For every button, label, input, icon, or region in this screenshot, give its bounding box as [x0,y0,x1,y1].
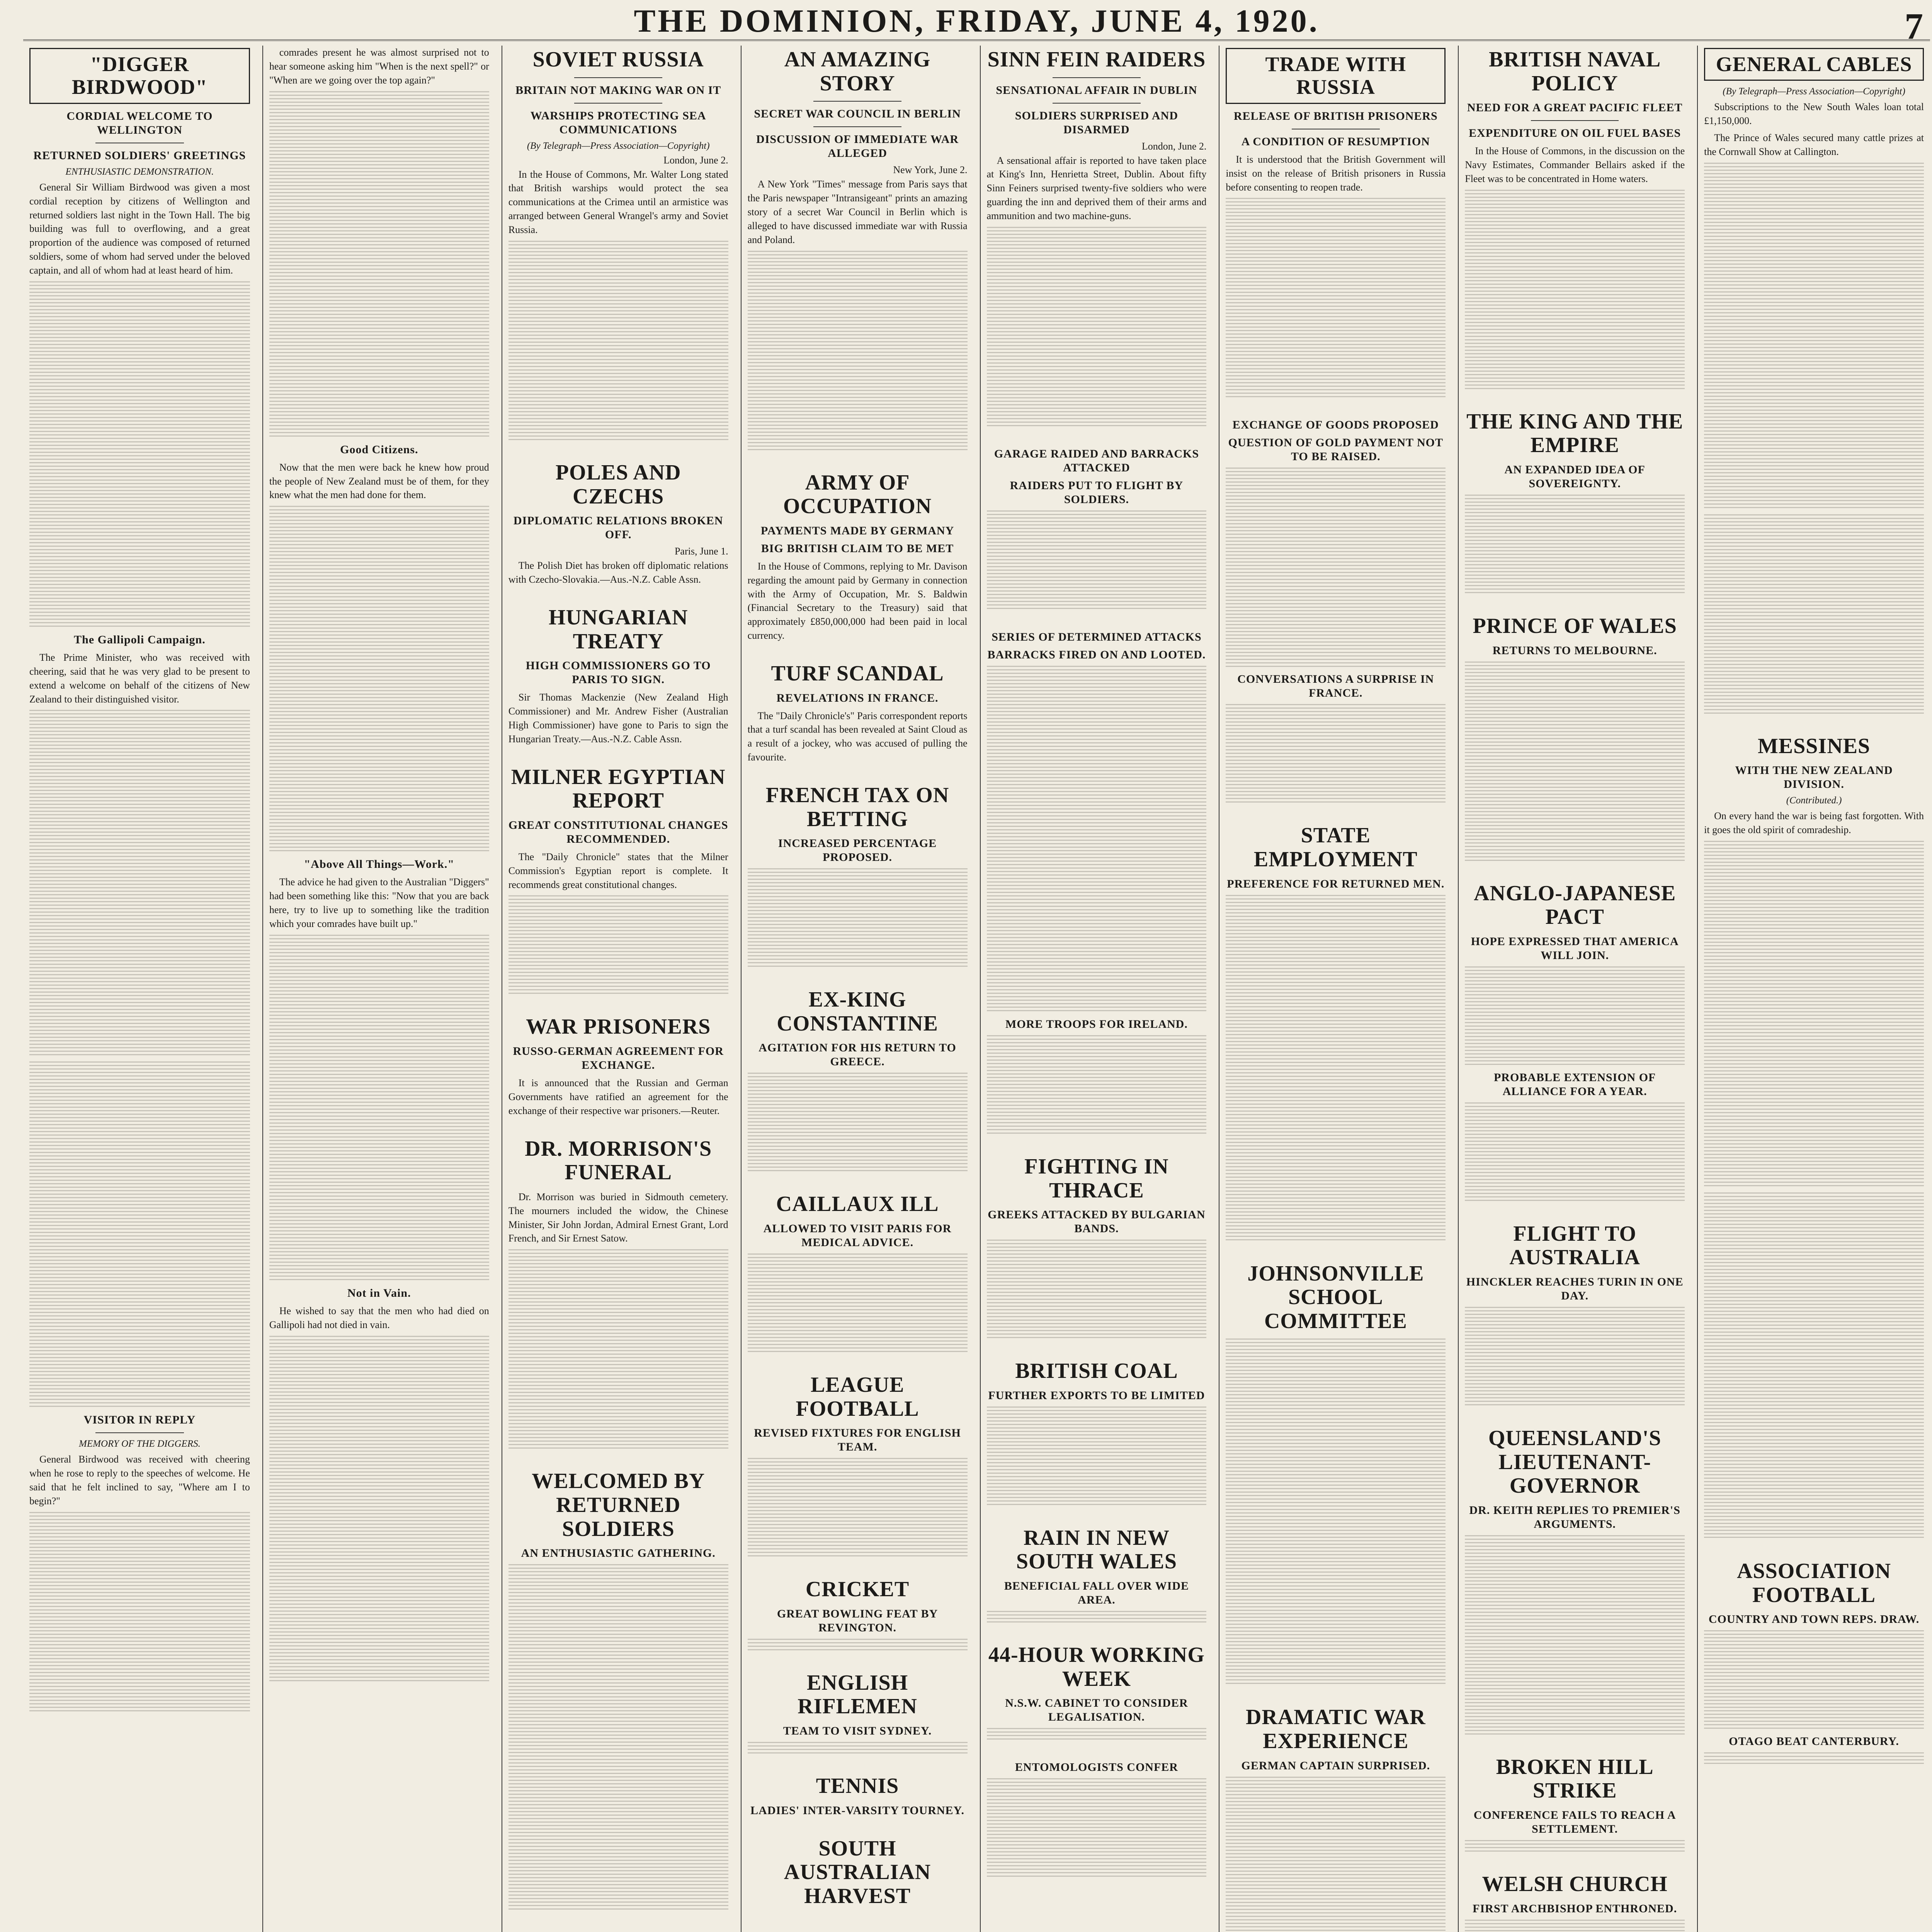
subheading: N.S.W. CABINET TO CONSIDER LEGALISATION. [1005,1697,1188,1724]
story-hungarian-treaty [509,606,728,746]
body-text-block [1465,190,1685,391]
headline: ARMY OF OCCUPATION [783,470,932,519]
headline: QUEENSLAND'S LIEUTENANT-GOVERNOR [1488,1426,1662,1498]
body-text-block [987,510,1207,611]
headline: BRITISH COAL [1015,1359,1178,1383]
subheading: The Gallipoli Campaign. [74,633,206,646]
story-amazing-story [748,48,968,452]
headline: MILNER EGYPTIAN REPORT [511,765,726,813]
body-text-block [509,1564,728,1912]
story-king-empire [1465,410,1685,595]
paragraph: A New York "Times" message from Paris says that the Paris newspaper "Intransigeant" prints an amazing story of a secret War Council in Berlin which is alleged to have discussed immediate war with Russia and Poland. [747,179,968,245]
body-text-block [1465,1535,1685,1736]
subheading: Not in Vain. [347,1286,411,1299]
subheading: BENEFICIAL FALL OVER WIDE AREA. [1004,1579,1189,1606]
subheading: DISCUSSION OF IMMEDIATE WAR ALLEGED [756,133,959,160]
story-sinn-fein [987,48,1207,428]
story-morrison-funeral [509,1137,728,1451]
body-text-block [269,506,489,854]
subheading: OTAGO BEAT CANTERBURY. [1729,1735,1899,1748]
headline: WELCOMED BY RETURNED SOLDIERS [532,1469,705,1541]
story-44-hour [987,1643,1207,1741]
body-text-block [509,241,728,442]
paragraph: On every hand the war is being fast forgotten. With it goes the old spirit of comradeship. [1704,810,1924,836]
body-text-block [748,868,968,969]
body-text-block [1226,468,1446,668]
paragraph: General Birdwood was received with cheering when he rose to reply to the speeches of welcome. He said that he felt inclined to say, "Where am I to begin?" [29,1454,250,1507]
subheading: BRITAIN NOT MAKING WAR ON IT [515,83,721,97]
subheading: AN EXPANDED IDEA OF SOVEREIGNTY. [1504,463,1645,490]
body-text-block [987,1035,1207,1136]
story-war-prisoners [509,1015,728,1117]
headline: MESSINES [1757,734,1871,758]
column-6 [1219,46,1452,1932]
page-number: 7 [1905,5,1923,47]
subheading: WITH THE NEW ZEALAND DIVISION. [1735,764,1893,791]
headline: ANGLO-JAPANESE PACT [1474,881,1676,929]
subheading: FURTHER EXPORTS TO BE LIMITED [988,1389,1205,1402]
paragraph: The "Daily Chronicle's" Paris correspondent reports that a turf scandal has been revealed at Saint Cloud as a result of a jockey, who was accused of pulling the favourite. [747,710,968,763]
body-text-block [1465,966,1685,1067]
paragraph: Now that the men were back he knew how proud the people of New Zealand must be of them, for they knew what the men had done for them. [269,461,489,501]
dateline: London, June 2. [1141,140,1207,152]
divider [1531,120,1619,121]
headline: WELSH CHURCH [1482,1872,1668,1896]
story-broken-hill [1465,1755,1685,1853]
body-text-block [1465,662,1685,862]
body-text-block [1704,841,1924,1189]
headline: AN AMAZING STORY [784,48,931,95]
subheading: CORDIAL WELCOME TO WELLINGTON [66,109,213,136]
story-state-employment [1226,824,1446,1242]
body-text-block [269,935,489,1282]
credit-line: (By Telegraph—Press Association—Copyright) [1723,86,1905,97]
story-poles-czechs [509,461,728,587]
story-caillaux [748,1192,968,1354]
story-british-coal [987,1359,1207,1507]
subheading: LADIES' INTER-VARSITY TOURNEY. [750,1804,964,1817]
body-text-block [1226,198,1446,399]
credit-line: (By Telegraph—Press Association—Copyright) [527,140,710,151]
subheading: GREAT BOWLING FEAT BY REVINGTON. [777,1607,938,1634]
subheading: ENTHUSIASTIC DEMONSTRATION. [65,166,214,177]
headline: FIGHTING IN THRACE [1024,1154,1169,1202]
subheading: CONVERSATIONS A SURPRISE IN FRANCE. [1237,673,1434,700]
body-text-block [1465,1102,1685,1203]
body-text-block [1704,514,1924,715]
subheading: SERIES OF DETERMINED ATTACKS [992,630,1202,643]
subheading: RAIDERS PUT TO FLIGHT BY SOLDIERS. [1010,479,1184,506]
headline: DR. MORRISON'S FUNERAL [525,1136,712,1185]
subheading: RELEASE OF BRITISH PRISONERS [1233,109,1438,122]
divider [1053,77,1141,78]
subheading: MEMORY OF THE DIGGERS. [79,1439,201,1449]
body-text-block [1465,1307,1685,1407]
story-ex-king [748,988,968,1173]
column-3 [502,46,735,1932]
body-text-block [748,1073,968,1173]
body-text-block [1465,1920,1685,1932]
subheading: GARAGE RAIDED AND BARRACKS ATTACKED [994,447,1199,474]
story-welsh-church [1465,1872,1685,1932]
subheading: A CONDITION OF RESUMPTION [1241,135,1430,148]
paragraph: Sir Thomas Mackenzie (New Zealand High Commissioner) and Mr. Andrew Fisher (Australian High Commissioner) have gone to Paris to sign the Hungarian Treaty.—Aus.-N.Z. Cable Assn. [508,692,728,745]
story-war-experience [1226,1706,1446,1932]
story-french-tax [748,784,968,969]
divider [95,1432,184,1433]
headline: TENNIS [816,1774,899,1798]
headline: POLES AND CZECHS [555,460,681,509]
headline: PRINCE OF WALES [1473,614,1677,638]
headline: 44-HOUR WORKING WEEK [988,1643,1205,1691]
paragraph: In the House of Commons, in the discussion on the Navy Estimates, Commander Bellairs asked if the Fleet was to be concentrated in Home waters. [1465,145,1685,184]
body-text-block [748,1639,968,1652]
paragraph: It is announced that the Russian and German Governments have ratified an agreement for the exchange of their respective war prisoners.—Reuter. [508,1077,728,1116]
masthead [23,2,1930,47]
subheading: WARSHIPS PROTECTING SEA COMMUNICATIONS [530,109,706,136]
subheading: GERMAN CAPTAIN SURPRISED. [1241,1759,1430,1772]
subheading: EXPENDITURE ON OIL FUEL BASES [1469,127,1681,140]
headline: LEAGUE FOOTBALL [796,1373,919,1421]
paragraph: A sensational affair is reported to have taken place at King's Inn, Henrietta Street, Dublin. About fifty Sinn Feiners surprised twenty-five soldiers who were guarding the inn and deprived them of their arms and ammunition and two machine-guns. [986,155,1207,222]
paragraph: In the House of Commons, Mr. Walter Long stated that British warships would protect the sea communications at the Crimea until an armistice was arranged between General Wrangel's army and Soviet Russia. [508,168,728,236]
headline: THE KING AND THE EMPIRE [1466,409,1684,457]
subheading: EXCHANGE OF GOODS PROPOSED [1232,418,1439,432]
paragraph: The advice he had given to the Australian "Diggers" had been something like this: "Now that you are back here, try to live up to something like the tradition which your comrades have built up." [269,876,489,929]
paragraph: comrades present he was almost surprised not to hear someone asking him "When is the next spell?" or "When are we going over the top again?" [269,47,489,86]
body-text-block [987,1240,1207,1340]
story-entomologists [987,1760,1207,1879]
story-thrace [987,1155,1207,1340]
divider [813,126,901,127]
story-naval-policy [1465,48,1685,391]
subheading: ALLOWED TO VISIT PARIS FOR MEDICAL ADVICE. [763,1222,952,1249]
subheading: RETURNED SOLDIERS' GREETINGS [33,149,246,162]
story-johnsonville [1226,1262,1446,1687]
body-text-block [987,666,1207,1014]
body-text-block [987,1406,1207,1507]
body-text-block [1704,1630,1924,1731]
headline: CAILLAUX ILL [776,1192,939,1216]
body-text-block [987,1778,1207,1879]
headline: SOUTH AUSTRALIAN HARVEST [784,1836,931,1908]
headline: ASSOCIATION FOOTBALL [1737,1559,1891,1607]
subheading: RETURNS TO MELBOURNE. [1492,644,1657,657]
body-text-block [29,710,250,1058]
dateline: London, June 2. [663,154,728,166]
body-text-block [1704,1192,1924,1540]
dateline: New York, June 2. [893,164,968,176]
subheading: FIRST ARCHBISHOP ENTHRONED. [1473,1902,1677,1915]
masthead-title: THE DOMINION, FRIDAY, JUNE 4, 1920. [634,3,1320,39]
headline: BROKEN HILL STRIKE [1496,1755,1654,1803]
column-5 [980,46,1213,1932]
subheading: REVISED FIXTURES FOR ENGLISH TEAM. [754,1427,961,1454]
story-trade-russia [1226,48,1446,399]
body-text-block [269,91,489,439]
story-exchange-goods [1226,418,1446,804]
body-text-block [1226,1338,1446,1686]
subheading: SECRET WAR COUNCIL IN BERLIN [754,107,961,121]
body-text-block [509,895,728,996]
body-text-block [29,1061,250,1409]
headline: CRICKET [805,1577,910,1602]
subheading: Good Citizens. [340,443,418,456]
body-text-block [1465,495,1685,595]
subheading: GREAT CONSTITUTIONAL CHANGES RECOMMENDED. [508,818,728,845]
subheading: INCREASED PERCENTAGE PROPOSED. [778,837,937,864]
paragraph: Subscriptions to the New South Wales loan total £1,150,000. [1704,101,1924,127]
story-queensland [1465,1427,1685,1736]
story-cricket [748,1578,968,1652]
headline: HUNGARIAN TREATY [548,605,688,653]
divider [1053,103,1141,104]
story-army-occupation [748,471,968,643]
paragraph: General Sir William Birdwood was given a most cordial reception by citizens of Wellington and returned soldiers last night in the Town Hall. The big building was full to overflowing, and a great proportion of the audience was composed of returned soldiers, some of whom had served under the beloved captain, and all of whom had at least heard of him. [29,181,250,276]
subheading: "Above All Things—Work." [304,858,454,871]
column-2 [262,46,495,1932]
subheading: DR. KEITH REPLIES TO PREMIER'S ARGUMENTS. [1469,1503,1680,1531]
body-text-block [987,1728,1207,1741]
story-welcomed-soldiers [509,1469,728,1912]
subheading: NEED FOR A GREAT PACIFIC FLEET [1467,101,1683,114]
subheading: TEAM TO VISIT SYDNEY. [783,1725,932,1738]
body-text-block [509,1249,728,1450]
subheading: REVELATIONS IN FRANCE. [776,691,939,704]
headline: JOHNSONVILLE SCHOOL COMMITTEE [1247,1261,1424,1333]
paragraph: The Polish Diet has broken off diplomatic relations with Czecho-Slovakia.—Aus.-N.Z. Cable Assn. [508,560,728,585]
divider [574,77,662,78]
body-text-block [1226,704,1446,804]
subheading: QUESTION OF GOLD PAYMENT NOT TO BE RAISED. [1228,436,1444,463]
divider [813,101,901,102]
headline: BRITISH NAVAL POLICY [1489,48,1661,95]
story-garage-raided [987,447,1207,611]
body-text-block [29,281,250,629]
story-messines [1704,735,1924,1540]
body-text-block [748,251,968,452]
headline: FLIGHT TO AUSTRALIA [1509,1221,1641,1270]
headline: EX-KING CONSTANTINE [777,988,938,1036]
headline: SINN FEIN RAIDERS [987,48,1206,71]
story-rain-nsw [987,1526,1207,1624]
subheading: PROBABLE EXTENSION OF ALLIANCE FOR A YEAR. [1493,1071,1656,1098]
subheading: HINCKLER REACHES TURIN IN ONE DAY. [1466,1275,1684,1302]
body-text-block [987,1611,1207,1624]
story-sa-harvest [748,1837,968,1908]
column-4 [741,46,974,1932]
story-general-cables [1704,48,1924,715]
headline: RAIN IN NEW SOUTH WALES [1016,1526,1177,1574]
columns [23,46,1930,1932]
divider [574,103,662,104]
column-7 [1458,46,1691,1932]
body-text-block [1465,1840,1685,1853]
paragraph: He wished to say that the men who had died on Gallipoli had not died in vain. [269,1305,489,1330]
dateline: Paris, June 1. [674,546,728,557]
headline: WAR PRISONERS [526,1015,711,1039]
body-text-block [748,1742,968,1755]
headline: DRAMATIC WAR EXPERIENCE [1245,1705,1426,1753]
story-anglo-japanese [1465,882,1685,1203]
body-text-block [748,1458,968,1558]
headline: GENERAL CABLES [1704,48,1924,81]
subheading: SOLDIERS SURPRISED AND DISARMED [1015,109,1178,136]
headline: FRENCH TAX ON BETTING [765,783,949,831]
body-text-block [269,1336,489,1684]
paragraph: It is understood that the British Government will insist on the release of British prisoners in Russia before consenting to reopen trade. [1226,153,1446,193]
story-english-riflemen [748,1671,968,1755]
subheading: AGITATION FOR HIS RETURN TO GREECE. [759,1041,956,1068]
paragraph: The Prince of Wales secured many cattle prizes at the Cornwall Show at Callington. [1704,132,1924,158]
headline: TRADE WITH RUSSIA [1226,48,1446,104]
story-association-football [1704,1560,1924,1765]
subheading: HOPE EXPRESSED THAT AMERICA WILL JOIN. [1471,935,1679,962]
body-text-block [987,227,1207,428]
body-text-block [29,1512,250,1713]
column-8 [1697,46,1930,1932]
story-milner-report [509,765,728,996]
story-tennis [748,1774,968,1818]
paragraph: In the House of Commons, replying to Mr. Davison regarding the amount paid by Germany in connection with the Army of Occupation, Mr. S. Baldwin (Financial Secretary to the Treasury) said that approximately £850,000,000 had been paid in local currency. [747,560,968,641]
subheading: PAYMENTS MADE BY GERMANY [760,524,954,537]
headline: TURF SCANDAL [771,662,944,685]
body-text-block [1704,163,1924,510]
body-text-block [748,1253,968,1354]
subheading: CONFERENCE FAILS TO REACH A SETTLEMENT. [1473,1808,1676,1835]
headline: SOVIET RUSSIA [532,48,704,71]
subheading: SENSATIONAL AFFAIR IN DUBLIN [996,83,1197,97]
body-text-block [1704,1752,1924,1765]
story-flight-australia [1465,1222,1685,1407]
headline: "DIGGER BIRDWOOD" [29,48,250,104]
column-1 [23,46,256,1932]
story-league-football [748,1373,968,1558]
body-text-block [1226,895,1446,1243]
story-soviet-russia [509,48,728,442]
subheading: RUSSO-GERMAN AGREEMENT FOR EXCHANGE. [513,1045,724,1071]
subheading: ENTOMOLOGISTS CONFER [1015,1761,1178,1774]
subheading: AN ENTHUSIASTIC GATHERING. [521,1547,716,1560]
story-birdwood-continued [269,46,489,1684]
subheading: COUNTRY AND TOWN REPS. DRAW. [1708,1613,1920,1626]
subheading: MORE TROOPS FOR IRELAND. [1005,1017,1188,1031]
story-digger-birdwood [29,48,250,1713]
subheading: DIPLOMATIC RELATIONS BROKEN OFF. [513,514,723,541]
subheading: VISITOR IN REPLY [83,1413,196,1427]
story-determined-attacks [987,630,1207,1136]
paragraph: Dr. Morrison was buried in Sidmouth cemetery. The mourners included the widow, the Chinese Minister, Sir John Jordan, Admiral Ernest Grant, Lord French, and Sir Ernest Satow. [508,1191,728,1244]
paragraph: The Prime Minister, who was received with cheering, said that he was very glad to be present to extend a welcome on behalf of the citizens of New Zealand to their distinguished visitor. [29,651,250,705]
subheading: HIGH COMMISSIONERS GO TO PARIS TO SIGN. [526,659,711,686]
subheading: PREFERENCE FOR RETURNED MEN. [1227,877,1445,890]
subheading: BARRACKS FIRED ON AND LOOTED. [987,648,1206,661]
subheading: BIG BRITISH CLAIM TO BE MET [761,542,954,555]
story-prince-wales [1465,614,1685,862]
paragraph: The "Daily Chronicle" states that the Milner Commission's Egyptian report is complete. It recommends great constitutional changes. [508,851,728,890]
body-text-block [1226,1777,1446,1932]
story-turf-scandal [748,662,968,764]
credit-line: (Contributed.) [1786,795,1842,806]
subheading: GREEKS ATTACKED BY BULGARIAN BANDS. [988,1208,1206,1235]
headline: STATE EMPLOYMENT [1253,823,1418,871]
headline: ENGLISH RIFLEMEN [798,1670,917,1719]
